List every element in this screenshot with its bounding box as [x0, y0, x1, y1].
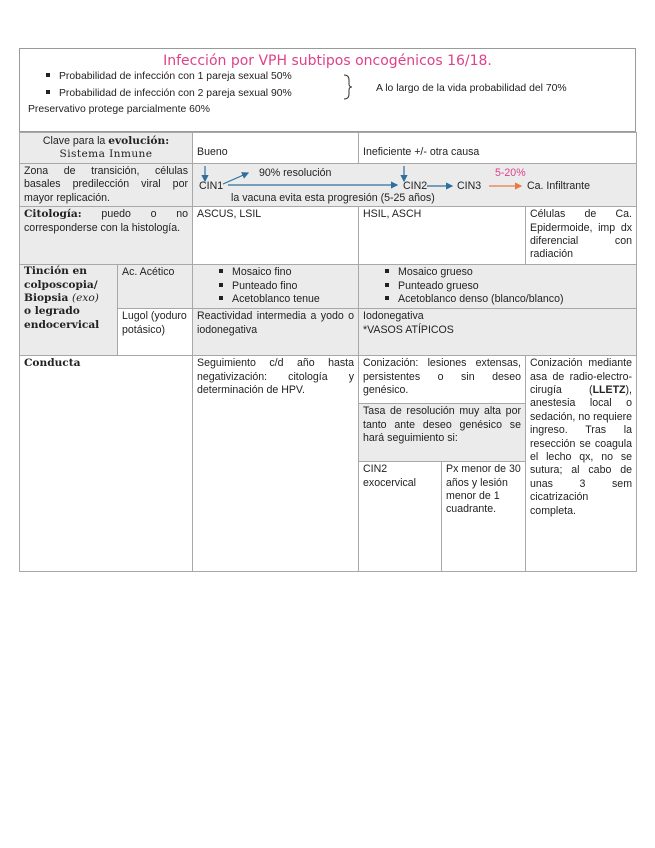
- document-sheet: [19, 48, 636, 572]
- header-box: [19, 48, 636, 132]
- conducta-low: Seguimiento c/d año hasta negativización: citología y determinación de HPV.: [193, 356, 359, 572]
- conducta-label: Conducta: [20, 356, 193, 572]
- list-item: Acetoblanco tenue: [197, 293, 354, 306]
- acetic-label: Ac. Acético: [118, 265, 193, 309]
- lugol-label: Lugol (yoduro potásico): [118, 309, 193, 356]
- cin2-label: CIN2: [403, 180, 428, 192]
- acetic-high-list: [359, 265, 637, 309]
- transition-row: [20, 164, 637, 207]
- list-item: Punteado grueso: [363, 280, 632, 293]
- conducta-tasa: Tasa de resolución muy alta por tanto ante deseo genésico se hará seguimiento si:: [359, 404, 526, 462]
- header-bullet: Probabilidad de infección con 2 pareja sexual 90%: [46, 87, 292, 100]
- page-title: Infección por VPH subtipos oncogénicos 16/18.: [163, 53, 492, 69]
- header-bullet: Probabilidad de infección con 1 pareja sexual 50%: [46, 70, 292, 83]
- conducta-conizacion: Conización: lesiones extensas, persistentes o sin deseo genésico.: [359, 356, 526, 404]
- bullet-square-icon: [46, 73, 50, 77]
- px-criteria: Px menor de 30 años y lesión menor de 1 cuadrante.: [442, 462, 526, 572]
- cin2-exocervical: CIN2 exocervical: [359, 462, 442, 572]
- list-item: Mosaico fino: [197, 266, 354, 279]
- lugol-high: Iodonegativa *VASOS ATÍPICOS: [359, 309, 637, 356]
- hpv-table: [19, 132, 637, 572]
- citology-low: ASCUS, LSIL: [193, 207, 359, 265]
- list-item: Mosaico grueso: [363, 266, 632, 279]
- stain-label: Tinción en colposcopia/ Biopsia (exo) o legrado endocervical: [20, 265, 118, 356]
- cin1-label: CIN1: [199, 180, 224, 192]
- arrow-resolution: [223, 173, 248, 184]
- list-item: Punteado fino: [197, 280, 354, 293]
- acetic-row: [20, 265, 637, 309]
- header-note: Preservativo protege parcialmente 60%: [28, 104, 210, 115]
- citology-high: HSIL, ASCH: [359, 207, 526, 265]
- curly-brace-icon: [343, 74, 353, 100]
- citology-row: [20, 207, 637, 265]
- acetic-low-list: [193, 265, 359, 309]
- evolution-bad: Ineficiente +/- otra causa: [359, 133, 637, 164]
- resolution-label: 90% resolución: [259, 167, 332, 179]
- vaccine-note: la vacuna evita esta progresión (5-25 años): [231, 192, 435, 204]
- ca-infiltrante-label: Ca. Infiltrante: [527, 180, 591, 192]
- cin3-label: CIN3: [457, 180, 482, 192]
- evolution-row: [20, 133, 637, 164]
- transition-label: Zona de transición, células basales predilección viral por mayor replicación.: [20, 164, 193, 207]
- evolution-good: Bueno: [193, 133, 359, 164]
- conducta-row: [20, 356, 637, 404]
- citology-cells: Células de Ca. Epidermoide, imp dx diferencial con radiación: [526, 207, 637, 265]
- progression-pct: 5-20%: [495, 167, 526, 179]
- list-item: Acetoblanco denso (blanco/blanco): [363, 293, 632, 306]
- lugol-low: Reactividad intermedia a yodo o iodonegativa: [193, 309, 359, 356]
- evolution-label: Clave para la evolución: Sistema Inmune: [20, 133, 193, 164]
- conducta-lletz: Conización mediante asa de radio-electro-cirugía (LLETZ), anestesia local o sedación, no requiere ingreso. Tras la resección se coagula el lecho qx, no se sutura; al cabo de unas 3 sem cicatrización completa.: [526, 356, 637, 572]
- progression-diagram: [193, 164, 637, 207]
- citology-label: Citología: puedo o no corresponderse con la histología.: [20, 207, 193, 265]
- bullet-square-icon: [46, 90, 50, 94]
- header-summary: A lo largo de la vida probabilidad del 70%: [376, 83, 567, 94]
